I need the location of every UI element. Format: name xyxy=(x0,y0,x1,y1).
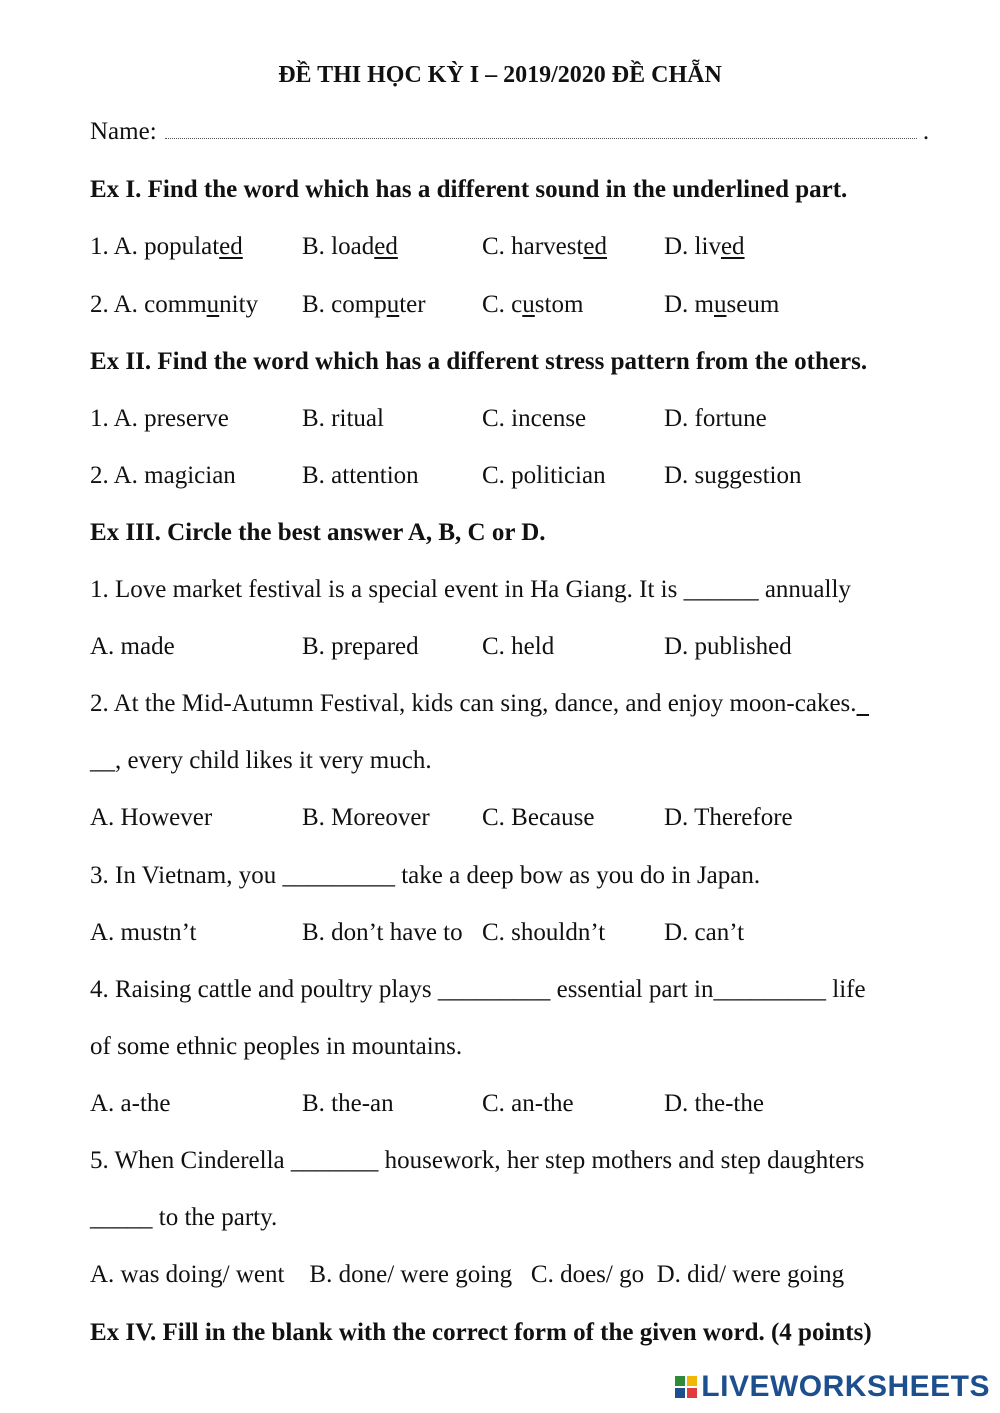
ex3-q4-text: 4. Raising cattle and poultry plays _________ essential part in_________ life xyxy=(90,976,866,1003)
ex3-q4-option-b[interactable]: B. the-an xyxy=(302,1090,394,1117)
ex1-heading: Ex I. Find the word which has a different sound in the underlined part. xyxy=(90,176,848,203)
ex3-q3-option-a[interactable]: A. mustn’t xyxy=(90,919,197,946)
page-title: ĐỀ THI HỌC KỲ I – 2019/2020 ĐỀ CHẴN xyxy=(278,62,722,88)
ex3-q4-option-a[interactable]: A. a-the xyxy=(90,1090,171,1117)
ex1-q2-option-c[interactable]: C. custom xyxy=(482,291,584,318)
ex3-q2-text-continued: __, every child likes it very much. xyxy=(90,747,432,774)
ex2-q2-option-c[interactable]: C. politician xyxy=(482,462,606,489)
name-line xyxy=(90,117,929,147)
ex3-q4-option-d[interactable]: D. the-the xyxy=(664,1090,764,1117)
ex2-heading: Ex II. Find the word which has a different stress pattern from the others. xyxy=(90,348,868,375)
ex1-q2-option-b[interactable]: B. computer xyxy=(302,291,426,318)
ex2-q1-option-a[interactable]: 1. A. preserve xyxy=(90,405,229,432)
ex2-q2-option-a[interactable]: 2. A. magician xyxy=(90,462,236,489)
logo-square-blue xyxy=(675,1388,685,1398)
ex2-q1-option-b[interactable]: B. ritual xyxy=(302,405,384,432)
ex3-q2-text: 2. At the Mid-Autumn Festival, kids can sing, dance, and enjoy moon-cakes. xyxy=(90,689,869,719)
ex3-q3-text: 3. In Vietnam, you _________ take a deep bow as you do in Japan. xyxy=(90,862,761,889)
ex1-q2-option-d[interactable]: D. museum xyxy=(664,291,780,318)
name-end: . xyxy=(922,118,930,145)
logo-square-yellow xyxy=(687,1376,697,1386)
ex3-q1-option-b[interactable]: B. prepared xyxy=(302,633,419,660)
liveworksheets-logo xyxy=(675,1367,990,1407)
ex2-q2-option-b[interactable]: B. attention xyxy=(302,462,419,489)
ex3-q2-option-a[interactable]: A. However xyxy=(90,804,213,831)
name-label: Name: xyxy=(90,118,157,145)
ex3-q2-blank[interactable] xyxy=(857,690,870,717)
ex1-q1-option-d[interactable]: D. lived xyxy=(664,233,745,260)
ex2-q1-option-c[interactable]: C. incense xyxy=(482,405,587,432)
ex2-q1-option-d[interactable]: D. fortune xyxy=(664,405,767,432)
logo-square-green xyxy=(675,1376,685,1386)
ex3-q4-text-continued: of some ethnic peoples in mountains. xyxy=(90,1033,463,1060)
ex3-q5-text: 5. When Cinderella _______ housework, her step mothers and step daughters xyxy=(90,1147,865,1174)
logo-square-red xyxy=(687,1388,697,1398)
ex3-q1-option-a[interactable]: A. made xyxy=(90,633,175,660)
ex3-q4-option-c[interactable]: C. an-the xyxy=(482,1090,574,1117)
ex1-q2-option-a[interactable]: 2. A. community xyxy=(90,291,259,318)
ex2-q2-option-d[interactable]: D. suggestion xyxy=(664,462,802,489)
ex3-q3-option-d[interactable]: D. can’t xyxy=(664,919,745,946)
ex3-q2-option-d[interactable]: D. Therefore xyxy=(664,804,793,831)
ex3-q2-option-b[interactable]: B. Moreover xyxy=(302,804,430,831)
ex3-heading: Ex III. Circle the best answer A, B, C or D. xyxy=(90,519,546,546)
ex1-q1-option-c[interactable]: C. harvested xyxy=(482,233,607,260)
name-field[interactable] xyxy=(165,120,917,139)
ex3-q1-option-c[interactable]: C. held xyxy=(482,633,555,660)
ex1-q1-option-b[interactable]: B. loaded xyxy=(302,233,398,260)
ex3-q1-text: 1. Love market festival is a special event in Ha Giang. It is ______ annually xyxy=(90,576,851,603)
ex3-q3-option-b[interactable]: B. don’t have to xyxy=(302,919,463,946)
ex1-q1-option-a[interactable]: 1. A. populated xyxy=(90,233,243,260)
ex4-heading: Ex IV. Fill in the blank with the correct form of the given word. (4 points) xyxy=(90,1319,872,1346)
ex3-q2-option-c[interactable]: C. Because xyxy=(482,804,595,831)
logo-text: LIVEWORKSHEETS xyxy=(701,1370,990,1403)
ex3-q5-text-continued: _____ to the party. xyxy=(90,1204,278,1231)
liveworksheets-logo-icon xyxy=(675,1376,697,1398)
ex3-q5-options[interactable]: A. was doing/ went B. done/ were going C. does/ go D. did/ were going xyxy=(90,1261,845,1288)
ex3-q3-option-c[interactable]: C. shouldn’t xyxy=(482,919,606,946)
ex3-q1-option-d[interactable]: D. published xyxy=(664,633,792,660)
